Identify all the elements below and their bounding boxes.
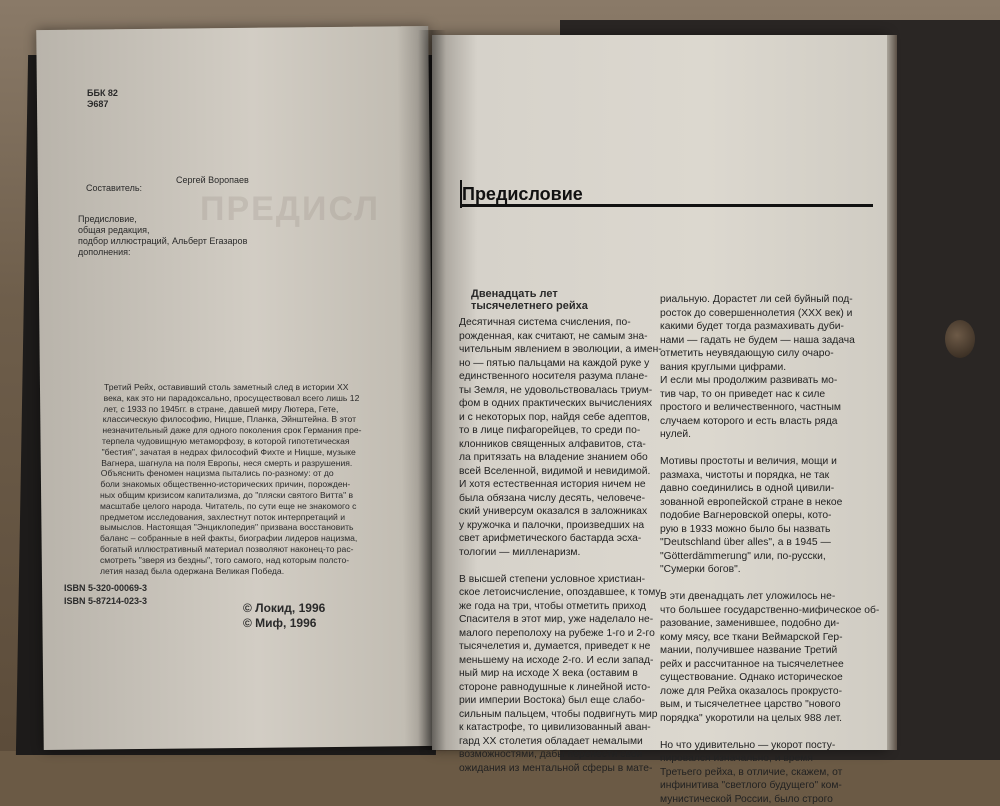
annotation-line: боли знакомых общественно-исторических причин, порожден-: [100, 479, 351, 490]
annotation-line: лет, с 1933 по 1945гг. в стране, давшей миру Лютера, Гете,: [103, 403, 339, 414]
isbn-1: ISBN 5-320-00069-3: [64, 583, 148, 593]
author-code: Э687: [87, 99, 109, 109]
annotation-line: классическую философию, Ницше, Планка, Эйнштейна. В этот: [102, 414, 357, 425]
text-column-2: риальную. Дорастет ли сей буйный под- росток до совершеннолетия (XXX век) и какими будет тогда размахивать дуби- нами — гадать не будем — наша задача отметить неувядающую силу очаро- вания круглыми цифрами. И если мы продолжим развивать мо- тив чар, то он приведет нас к силе простого и величественного, частным случаем которого и есть власть ряда нулей. Мотивы простоты и величия, мощи и размаха, чистоты и порядка, не так давно соединились в одной цивили- зованной европейской стране в некое подобие Вагнеровской оперы, кото- рую в 1933 можно было бы назвать "Deutschland über alles", а в 1945 — "Götterdämmerung" или, по-русски, "Сумерки богов". В эти двенадцать лет уложилось не- что большее государственно-мифическое об- разование, заменившее, подобно ди- кому мясу, все ткани Веймарской Гер- мании, получившее название Третий рейх и рассчитанное на тысячелетнее существование. Однако историческое ложе для Рейха оказалось прокрусто- вым, и тысячелетнее царство "нового порядка" укоротили на целых 988 лет. Но что удивительно — укорот посту- пировался изначально, и время Третьего рейха, в отличие, скажем, от инфинитива "светлого будущего" ком- мунистической России, было строго: [660, 294, 880, 805]
compiler-name: Сергей Воропаев: [176, 175, 249, 185]
copyright-1: © Локид, 1996: [243, 601, 326, 615]
heading-rule: [460, 204, 873, 207]
roles-line-1: Предисловие,: [78, 214, 137, 224]
book-gutter: [418, 30, 446, 750]
annotation-line: масштабе целого народа. Читатель, по сути еще не знакомого с: [100, 500, 357, 511]
annotation-line: баланс – собранные в ней факты, биографии лидеров нацизма,: [100, 533, 358, 544]
copyright-2: © Миф, 1996: [243, 616, 317, 630]
knob-object: [945, 320, 975, 358]
roles-line-4: дополнения:: [78, 247, 131, 257]
annotation-line: Третий Рейх, оставивший столь заметный след в истории XX: [104, 382, 349, 392]
annotation-line: "бестия", зачатая в недрах философий Фихте и Ницше, музыке: [101, 446, 356, 457]
chapter-heading: Предисловие: [462, 184, 583, 204]
annotation-line: незначительный даже для одного поколения срок Германия пре-: [102, 425, 362, 436]
annotation-line: века, как это ни парадоксально, просуществовал всего лишь 12: [103, 392, 360, 403]
bbk-code: ББК 82: [87, 88, 118, 98]
annotation-line: ных общим кризисом капитализма, до "пляски святого Витта" в: [100, 490, 354, 500]
annotation-line: Вагнера, шагнула на поля Европы, неся смерть и разрушения.: [101, 457, 353, 468]
roles-line-2: общая редакция,: [78, 225, 150, 235]
annotation-line: Объяснить феномен нацизма пытались по-разному: от до: [100, 468, 334, 479]
annotation-line: терпела чудовищную метаморфозу, в которой гипотетическая: [102, 436, 350, 446]
compiler-label: Составитель:: [86, 183, 143, 193]
annotation-line: предметом исследования, захлестнут поток интерпретаций и: [100, 511, 345, 522]
text-column-1: Десятичная система счисления, по- рожденная, как считают, не самым зна- чительным явлением в эволюции, а имен- но — пятью пальцами на каждой руке у единственного носителя разума плане- ты Земля, не удовольствовалась триум- фом в одних практических вычислениях и с некоторых пор, найдя себе адептов, то в лице пифагорейцев, то среди по- клонников священных алфавитов, ста- ла притязать на владение знанием обо всей Вселенной, видимой и невидимой. И хотя естественная история ничем не была обязана числу десять, человече- ский универсум оказался в заложниках у кружочка и палочки, произведших на свет арифметического бастарда эсха- тологии — милленаризм. В высшей степени условное христиан- ское летоисчисление, опоздавшее, к тому же года на три, чтобы отметить приход Спасителя в этот мир, уже наделало не- малого переполоху на рубеже 1-го и 2-го тысячелетия и, думается, приведет к не меньшему на исходе 2-го. И если запад- ный мир на исходе X века (оставим в стороне равнодушные к линейной исто- рии империи Востока) был еще слабо- сильным пальцем, чтобы подвигнуть мир к катастрофе, то цивилизованный аван- гард XX столетия обладает немалыми возможностями, дабы перенести свои ожидания из ментальной сферы в мате-: [459, 317, 662, 774]
subheading-line-1: Двенадцать лет: [471, 288, 558, 300]
page-stack-edge: [887, 35, 897, 750]
show-through-text: ПРЕДИСЛ: [200, 190, 381, 228]
annotation-line: смотреть "зверя из бездны", того самого, над которым полсто-: [100, 554, 350, 565]
roles-line-3: подбор иллюстраций,: [78, 236, 170, 246]
annotation-line: летия назад была одержана Великая Победа.: [100, 565, 285, 576]
annotation-line: богатый иллюстративный материал позволяют наконец-то рас-: [100, 544, 354, 554]
subheading-line-2: тысячелетнего рейха: [471, 300, 588, 312]
roles-name: Альберт Егазаров: [172, 236, 248, 246]
annotation-line: вымыслов. Настоящая "Энциклопедия" призвана восстановить: [100, 522, 354, 533]
isbn-2: ISBN 5-87214-023-3: [64, 596, 148, 606]
